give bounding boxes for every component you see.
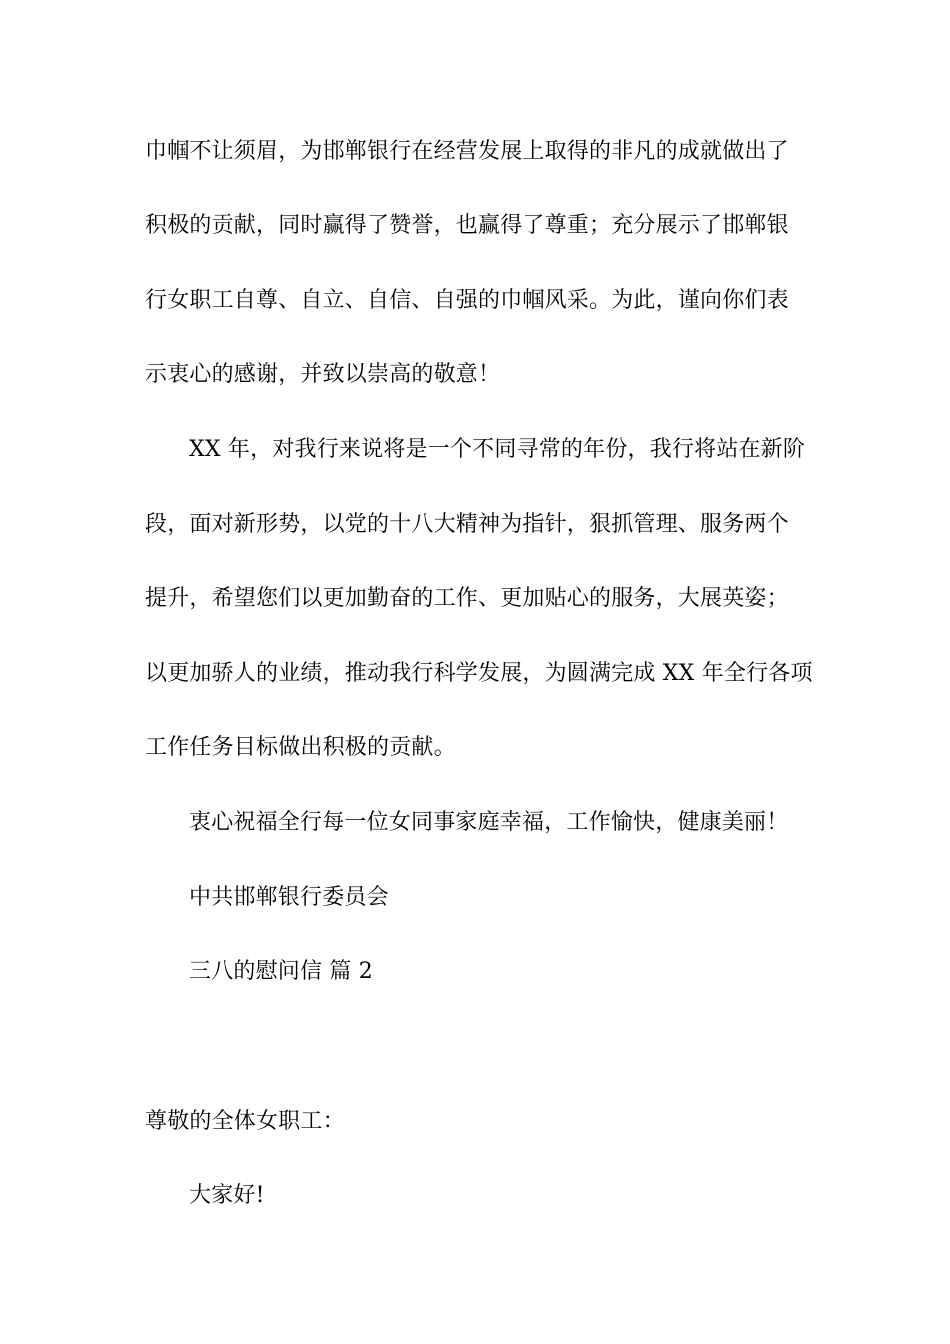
paragraph-2-line-4: 以更加骄人的业绩，推动我行科学发展，为圆满完成 XX 年全行各项 bbox=[145, 661, 813, 686]
paragraph-2-line-5: 工作任务目标做出积极的贡献。 bbox=[145, 735, 456, 760]
greeting-text: 大家好! bbox=[189, 1183, 265, 1208]
salutation-text: 尊敬的全体女职工： bbox=[145, 1109, 345, 1134]
paragraph-2-line-3: 提升，希望您们以更加勤奋的工作、更加贴心的服务，大展英姿； bbox=[145, 586, 789, 611]
signature-text: 中共邯郸银行委员会 bbox=[189, 885, 389, 910]
paragraph-2-line-2: 段，面对新形势，以党的十八大精神为指针，狠抓管理、服务两个 bbox=[145, 512, 789, 537]
paragraph-1-line-4: 示衷心的感谢，并致以崇高的敬意！ bbox=[145, 362, 501, 387]
paragraph-1-line-3: 行女职工自尊、自立、自信、自强的巾帼风采。为此，谨向你们表 bbox=[145, 288, 789, 313]
blessing-text: 衷心祝福全行每一位女同事家庭幸福，工作愉快，健康美丽！ bbox=[189, 810, 789, 835]
paragraph-1-line-2: 积极的贡献，同时赢得了赞誉，也赢得了尊重；充分展示了邯郸银 bbox=[145, 213, 789, 238]
paragraph-1-line-1: 巾帼不让须眉，为邯郸银行在经营发展上取得的非凡的成就做出了 bbox=[145, 139, 789, 164]
paragraph-2-line-1: XX 年，对我行来说将是一个不同寻常的年份，我行将站在新阶 bbox=[189, 437, 806, 462]
section-title: 三八的慰问信 篇 2 bbox=[189, 959, 373, 984]
